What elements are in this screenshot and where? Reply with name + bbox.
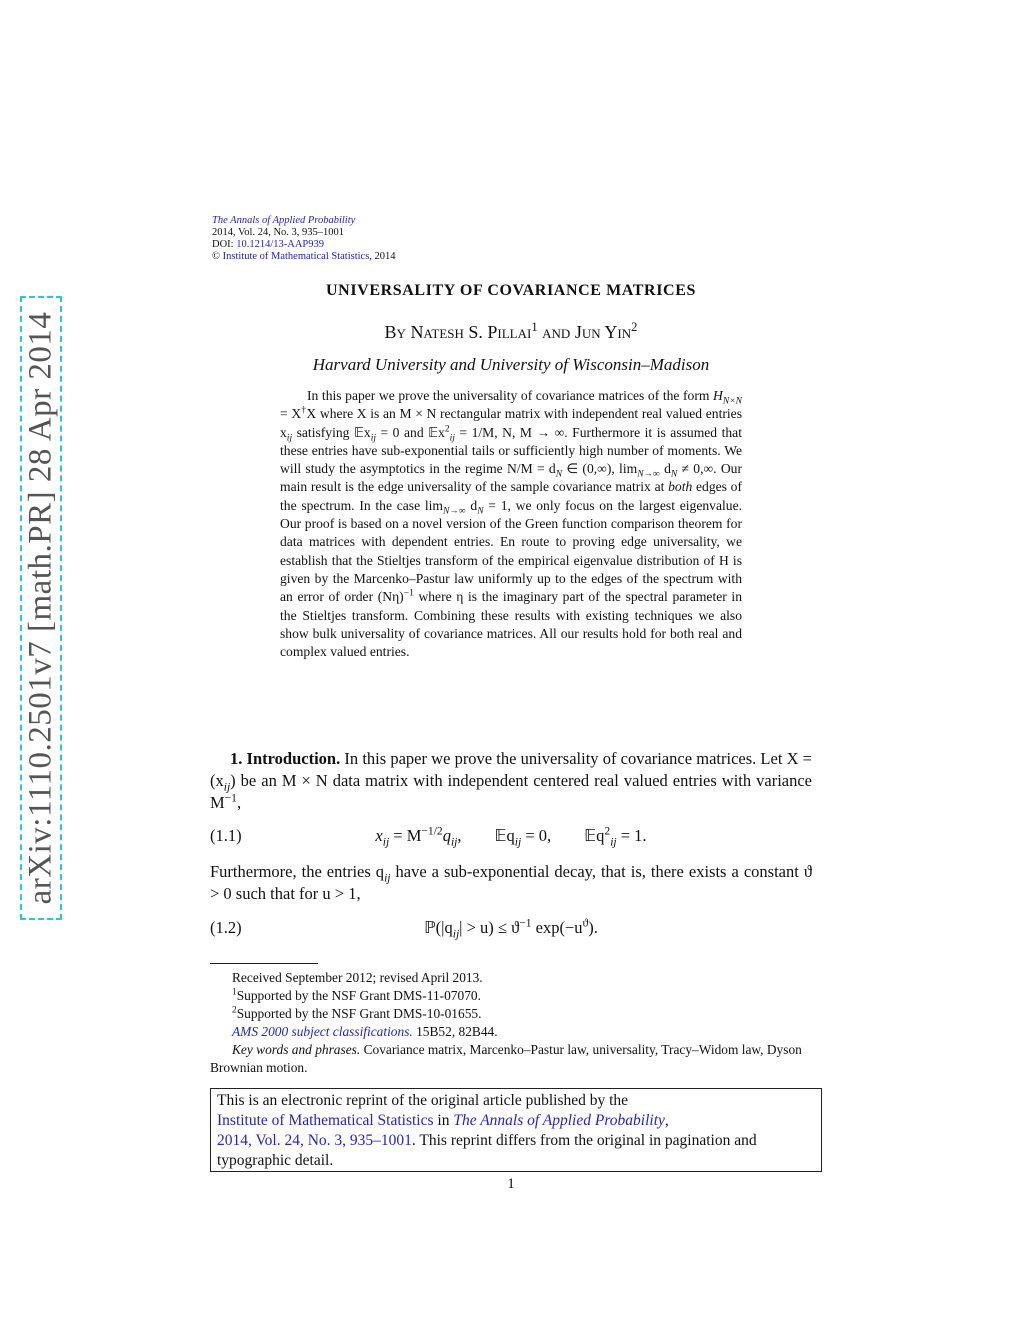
eq-sub: ij bbox=[610, 836, 617, 849]
equation-number: (1.2) bbox=[210, 918, 242, 937]
footnote-mark: 1 bbox=[232, 987, 237, 998]
abstract-math-sub: ij bbox=[286, 433, 293, 444]
keywords bbox=[210, 1041, 812, 1077]
abstract-math-sub: N bbox=[477, 506, 484, 517]
eq-sup: ϑ bbox=[582, 917, 589, 930]
intro-text: Furthermore, the entries q bbox=[210, 862, 385, 881]
and-word: and bbox=[542, 322, 571, 342]
publisher-link[interactable]: Institute of Mathematical Statistics bbox=[222, 251, 370, 262]
eq-term: , 𝔼q bbox=[457, 826, 515, 845]
header-year: , 2014 bbox=[369, 251, 396, 262]
ams-link[interactable]: AMS 2000 subject classifications. bbox=[232, 1024, 413, 1039]
abstract-math-sub: N×N bbox=[722, 396, 742, 407]
intro-math-sub: ij bbox=[384, 872, 391, 885]
author-1: Natesh S. Pillai bbox=[410, 322, 532, 342]
ams-codes: 15B52, 82B44. bbox=[412, 1024, 498, 1039]
abstract-text: = 1, we only focus on the largest eigenvalue. Our proof is based on a novel version of the Green function comparison theorem for data matrices with dependent entries. En route to proving edge universality, we establish that the Stieltjes transform of the empirical eigenvalue distribution of H is given by the Marcenko–Pastur law uniformly up to the edges of the spectrum with an error of order (Nη) bbox=[280, 497, 742, 605]
abstract-text: edges of the spectrum. In the case lim bbox=[280, 479, 742, 513]
abstract-math-sub: N→∞ bbox=[637, 469, 660, 480]
author-2: Jun Yin bbox=[574, 322, 632, 342]
arxiv-identifier: arXiv:1110.2501v7 [math.PR] 28 Apr 2014 bbox=[22, 311, 59, 905]
reprint-volume-link[interactable]: 2014, Vol. 24, No. 3, 935–1001 bbox=[217, 1132, 412, 1149]
eq-sub: ij bbox=[450, 836, 458, 849]
author-2-mark: 2 bbox=[631, 320, 638, 334]
abstract-text: where η is the imaginary part of the spectral parameter in the Stieltjes transform. Combining these results with existing techniques we also show bulk universality of covariance matrices. All our results hold for both real and complex valued entries. bbox=[280, 589, 742, 660]
doi-label: DOI: bbox=[212, 239, 237, 250]
volume-line: 2014, Vol. 24, No. 3, 935–1001 bbox=[212, 227, 345, 238]
intro-text: have a sub-exponential decay, that is, there exists a constant ϑ > 0 such that for u > 1, bbox=[210, 862, 813, 903]
eq-sub: ij bbox=[452, 928, 460, 941]
abstract-math-sub: N bbox=[555, 469, 563, 480]
abstract-math-sub: ij bbox=[370, 433, 376, 444]
reprint-text: . This reprint differs from the original in pagination and typographic detail. bbox=[217, 1132, 757, 1169]
abstract-text: X where X is an M × N rectangular matrix with independent real valued entries x bbox=[280, 406, 742, 440]
journal-header bbox=[212, 215, 396, 263]
abstract-text: d bbox=[465, 497, 478, 513]
affiliation: Harvard University and University of Wisconsin–Madison bbox=[312, 355, 710, 374]
equation-body bbox=[210, 825, 812, 849]
intro-continuation bbox=[210, 861, 812, 905]
intro-text: , bbox=[236, 793, 242, 812]
footnote-2 bbox=[210, 1005, 812, 1023]
paper-title: UNIVERSALITY OF COVARIANCE MATRICES bbox=[326, 282, 696, 299]
equation-body bbox=[210, 917, 812, 941]
intro-text: In this paper we prove the universality of covariance matrices. Let X = (x bbox=[210, 749, 812, 790]
eq-term: = M bbox=[389, 826, 422, 845]
keywords-text: Covariance matrix, Marcenko–Pastur law, universality, Tracy–Widom law, Dyson Brownian motion. bbox=[210, 1042, 802, 1075]
reprint-journal-link[interactable]: The Annals of Applied Probability bbox=[453, 1112, 665, 1129]
eq-term: = 0, 𝔼q bbox=[521, 826, 605, 845]
eq-term: = 1. bbox=[616, 826, 647, 845]
reprint-publisher-link[interactable]: Institute of Mathematical Statistics bbox=[217, 1112, 434, 1129]
eq-term: q bbox=[442, 826, 451, 845]
abstract-text: In this paper we prove the universality of covariance matrices of the form bbox=[307, 388, 714, 403]
introduction-paragraph bbox=[210, 748, 812, 814]
keywords-label: Key words and phrases. bbox=[232, 1042, 361, 1057]
intro-math-sup: −1 bbox=[224, 792, 237, 805]
eq-sub: ij bbox=[514, 836, 522, 849]
page-number: 1 bbox=[507, 1176, 515, 1192]
eq-term: x bbox=[375, 826, 383, 845]
abstract-math-sub: N bbox=[670, 469, 678, 480]
eq-sup: −1/2 bbox=[421, 825, 443, 838]
reprint-text: , bbox=[664, 1112, 669, 1129]
abstract-math-sup: † bbox=[301, 405, 307, 416]
author-line bbox=[210, 322, 812, 343]
reprint-text: This is an electronic reprint of the original article published by the bbox=[217, 1092, 629, 1109]
footnote-text: Supported by the NSF Grant DMS-11-07070. bbox=[236, 988, 481, 1003]
eq-term: exp(−u bbox=[531, 918, 583, 937]
footnote-divider bbox=[210, 963, 318, 964]
abstract-text: = 0 and 𝔼x bbox=[376, 424, 445, 440]
intro-text: ) be an M × N data matrix with independent centered real valued entries with variance M bbox=[210, 771, 812, 812]
ams-classification bbox=[210, 1023, 812, 1041]
abstract-math-sub: N→∞ bbox=[442, 506, 466, 517]
footnote-1 bbox=[210, 987, 812, 1005]
abstract-math: = X bbox=[280, 406, 302, 422]
reprint-notice bbox=[210, 1088, 822, 1172]
eq-term: ). bbox=[588, 918, 598, 937]
footnote-mark: 2 bbox=[232, 1005, 237, 1016]
footnote-text: Supported by the NSF Grant DMS-10-01655. bbox=[236, 1006, 482, 1021]
abstract-text: d bbox=[659, 461, 671, 477]
abstract-text: ≠ 0,∞. Our main result is the edge universality of the sample covariance matrix at bbox=[280, 461, 742, 495]
author-1-mark: 1 bbox=[531, 320, 538, 334]
by-word: By bbox=[384, 322, 406, 342]
abstract bbox=[280, 387, 742, 661]
equation-1-1 bbox=[210, 826, 812, 848]
section-heading: 1. Introduction. bbox=[230, 749, 341, 768]
abstract-text: satisfying 𝔼x bbox=[292, 424, 371, 440]
abstract-math-sub: ij bbox=[449, 433, 455, 444]
journal-link[interactable]: The Annals of Applied Probability bbox=[212, 215, 356, 226]
received-note: Received September 2012; revised April 2013. bbox=[232, 970, 483, 985]
doi-link[interactable]: 10.1214/13-AAP939 bbox=[236, 239, 325, 250]
eq-sup: −1 bbox=[519, 917, 532, 930]
abstract-math-sup: 2 bbox=[444, 424, 450, 435]
intro-math-sub: ij bbox=[223, 781, 231, 794]
arxiv-stamp bbox=[20, 296, 62, 920]
footnotes bbox=[210, 969, 812, 1077]
equation-number: (1.1) bbox=[210, 826, 242, 845]
eq-term: | > u) ≤ ϑ bbox=[459, 918, 520, 937]
equation-1-2 bbox=[210, 918, 812, 940]
copyright-icon: © bbox=[212, 251, 220, 262]
reprint-text: in bbox=[433, 1112, 454, 1129]
abstract-text: ∈ (0,∞), lim bbox=[562, 461, 638, 477]
abstract-text: = 1/M, N, M → ∞. Furthermore it is assumed that these entries have sub-exponential tails or sufficiently high number of moments. We will study the asymptotics in the regime N/M = d bbox=[280, 424, 742, 477]
abstract-math-sup: −1 bbox=[403, 588, 414, 599]
eq-sub: ij bbox=[382, 836, 390, 849]
abstract-math: H bbox=[713, 388, 723, 403]
abstract-emphasis: both bbox=[668, 479, 693, 495]
eq-sup: 2 bbox=[604, 825, 611, 838]
eq-term: ℙ(|q bbox=[424, 918, 453, 937]
